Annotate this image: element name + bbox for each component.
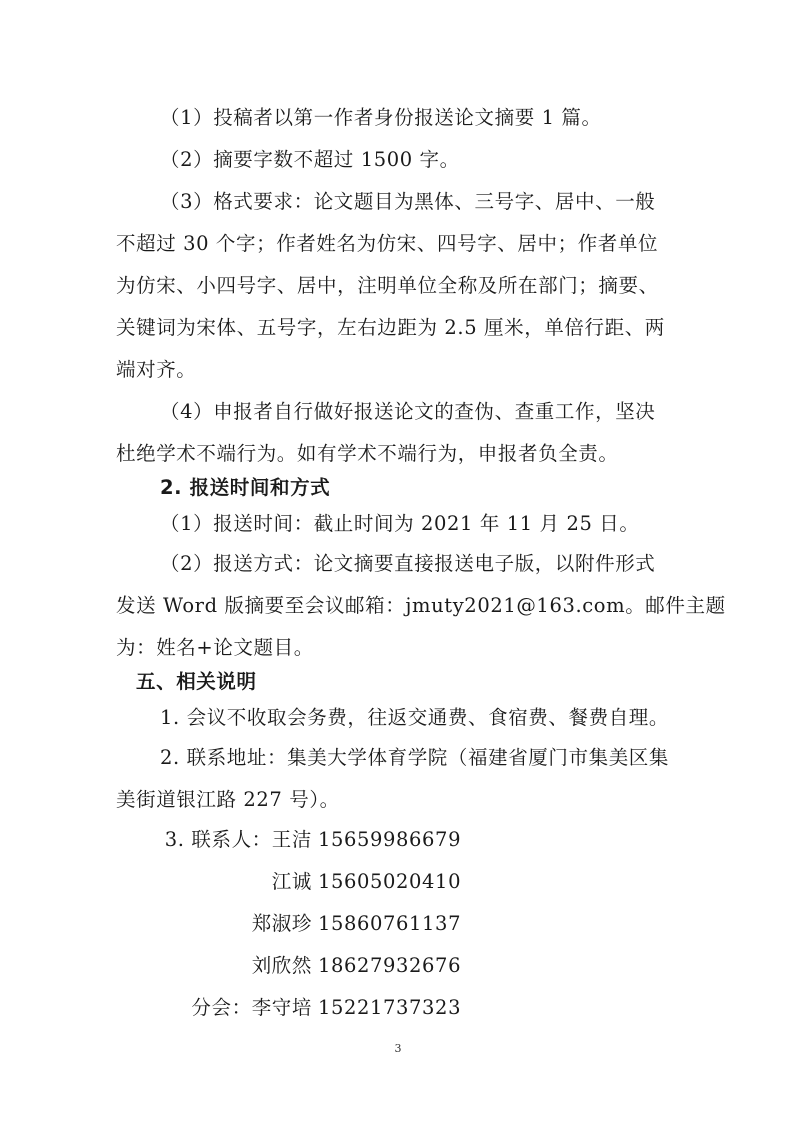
contact-phone: 15221737323 [318, 996, 462, 1019]
paragraph-word-limit: （2）摘要字数不超过 1500 字。 [160, 148, 460, 171]
paragraph-address-line-1: 2. 联系地址：集美大学体育学院（福建省厦门市集美区集 [160, 746, 670, 769]
paragraph-integrity-line-1: （4）申报者自行做好报送论文的查伪、查重工作，坚决 [160, 400, 656, 423]
section-heading-submission-time: 2. 报送时间和方式 [160, 476, 331, 499]
paragraph-address-line-2: 美街道银江路 227 号）。 [116, 788, 340, 811]
paragraph-format-line-2: 不超过 30 个字；作者姓名为仿宋、四号字、居中；作者单位 [116, 232, 659, 255]
paragraph-format-line-3: 为仿宋、小四号字、居中，注明单位全称及所在部门；摘要、 [116, 274, 659, 297]
paragraph-format-line-1: （3）格式要求：论文题目为黑体、三号字、居中、一般 [160, 190, 656, 213]
paragraph-method-line-2: 发送 Word 版摘要至会议邮箱：jmuty2021@163.com。邮件主题 [116, 594, 726, 617]
contact-name: 江诚 [271, 870, 312, 893]
contact-phone: 18627932676 [318, 954, 462, 977]
contact-name: 分会：李守培 [191, 996, 312, 1019]
paragraph-format-line-5: 端对齐。 [116, 358, 197, 381]
paragraph-method-line-3: 为：姓名+论文题目。 [116, 636, 314, 659]
paragraph-submission-count: （1）投稿者以第一作者身份报送论文摘要 1 篇。 [160, 106, 602, 129]
contact-phone: 15605020410 [318, 870, 462, 893]
paragraph-deadline: （1）报送时间：截止时间为 2021 年 11 月 25 日。 [160, 512, 640, 535]
paragraph-format-line-4: 关键词为宋体、五号字，左右边距为 2.5 厘米，单倍行距、两 [116, 316, 665, 339]
paragraph-fees: 1. 会议不收取会务费，往返交通费、食宿费、餐费自理。 [160, 706, 670, 729]
contact-name: 郑淑珍 [251, 912, 312, 935]
contact-phone: 15860761137 [318, 912, 462, 935]
section-heading-notes: 五、相关说明 [136, 670, 257, 693]
paragraph-integrity-line-2: 杜绝学术不端行为。如有学术不端行为，申报者负全责。 [116, 442, 619, 465]
paragraph-method-line-1: （2）报送方式：论文摘要直接报送电子版，以附件形式 [160, 552, 656, 575]
contact-name: 刘欣然 [251, 954, 312, 977]
contact-phone: 15659986679 [318, 828, 462, 851]
page-number: 3 [394, 1042, 402, 1055]
contact-name: 3. 联系人：王洁 [164, 828, 312, 851]
